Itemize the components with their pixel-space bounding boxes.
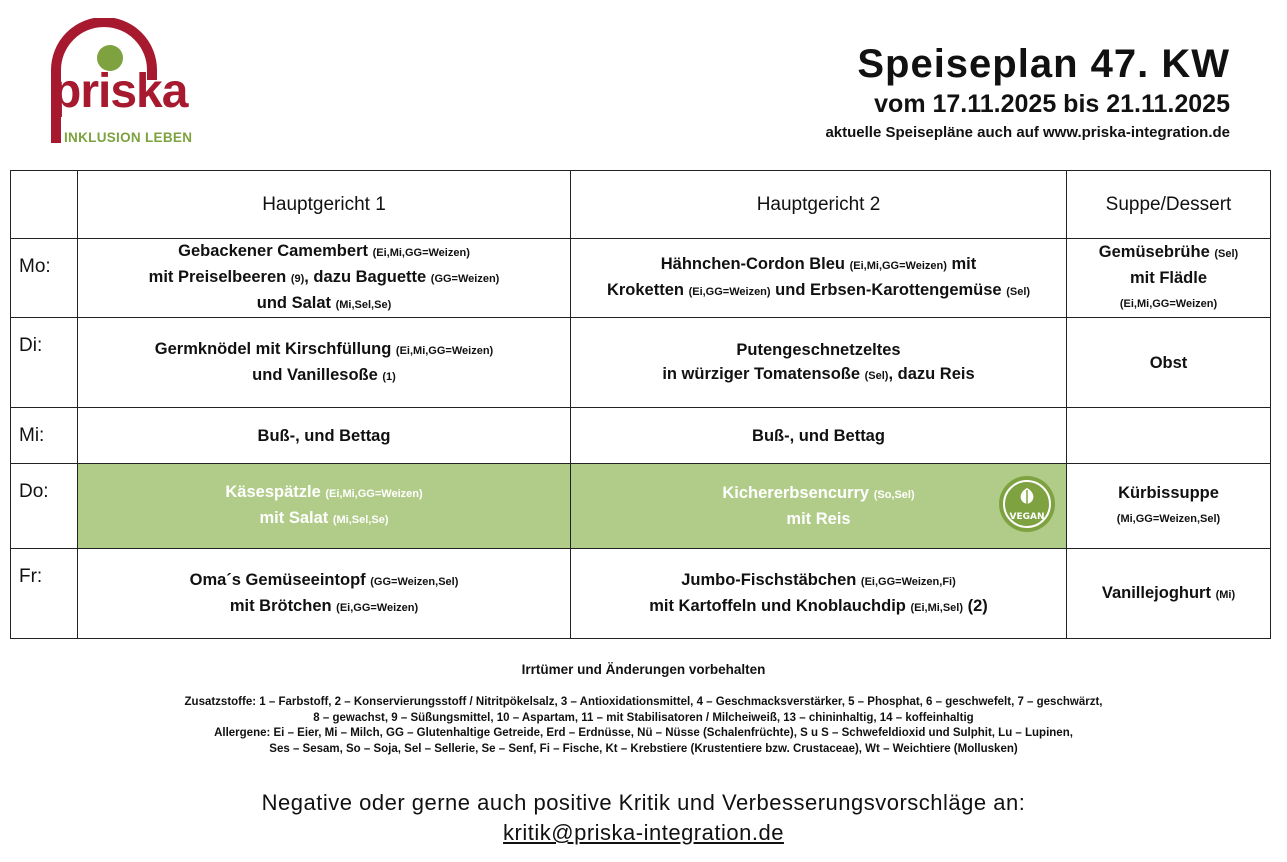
allergen-tag: (Sel) (1006, 286, 1031, 298)
feedback-email-link[interactable]: kritik@priska-integration.de (503, 820, 784, 845)
dish-text: mit Reis (786, 510, 851, 528)
allergen-tag: (So,Sel) (873, 489, 915, 501)
row-mo (11, 239, 1271, 318)
dish-text: mit Preiselbeeren (148, 268, 291, 286)
allergen-tag: (9) (290, 273, 305, 285)
menu-line (82, 480, 566, 506)
allergen-tag: (Ei,Mi,Sel) (910, 601, 964, 614)
allergen-tag: (GG=Weizen,Sel) (370, 575, 459, 588)
allergen-tag: (Mi) (1215, 588, 1236, 601)
allergen-tag: (Sel) (864, 369, 889, 382)
menu-line (575, 278, 1062, 304)
vegan-badge-label: VEGAN (1009, 512, 1045, 522)
dish-text: in würziger Tomatensoße (662, 364, 865, 383)
dish-text: Kroketten (606, 281, 689, 299)
allergen-tag: (Ei,Mi,GG=Weizen) (1119, 298, 1218, 310)
dish-text: Putengeschnetzeltes (736, 340, 901, 359)
feedback-block (0, 788, 1287, 848)
dish-text: mit Salat (259, 509, 333, 527)
page-title: Speiseplan 47. KW (857, 42, 1230, 86)
menu-line (575, 507, 1062, 531)
day-label: Mi: (11, 408, 78, 464)
header-empty (11, 171, 78, 239)
day-label: Do: (11, 464, 78, 549)
additives-line-2: 8 – gewachst, 9 – Süßungsmittel, 10 – Aspartam, 11 – mit Stabilisatoren / Milcheiweiß, 13 – chininhaltig, 14 – koffeinhaltig (313, 711, 974, 724)
allergens-line-2: Ses – Sesam, So – Soja, Sel – Sellerie, Se – Senf, Fi – Fische, Kt – Krebstiere (Krustentiere bzw. Crustaceae), Wt – Weichtiere (Mollusken) (269, 742, 1018, 755)
allergen-tag: (Ei,GG=Weizen,Fi) (860, 575, 956, 588)
cell-h2 (571, 239, 1067, 318)
dish-text: , dazu Reis (888, 364, 975, 383)
cell-h1 (78, 464, 571, 549)
dish-text: mit Kartoffeln und Knoblauchdip (649, 596, 911, 615)
column-header-soup: Suppe/Dessert (1067, 171, 1271, 239)
menu-line (575, 362, 1062, 388)
feedback-text: Negative oder gerne auch positive Kritik und Verbesserungsvorschläge an: (261, 790, 1026, 815)
dish-text: Buß-, und Bettag (257, 426, 391, 445)
cell-h1 (78, 239, 571, 318)
cell-h1 (78, 408, 571, 464)
dish-text: , dazu Baguette (304, 268, 431, 286)
page-header (825, 40, 1230, 144)
column-header-h1: Hauptgericht 1 (78, 171, 571, 239)
cell-h2 (571, 408, 1067, 464)
menu-line (1071, 505, 1266, 531)
disclaimer: Irrtümer und Änderungen vorbehalten (521, 662, 766, 677)
menu-line (82, 594, 566, 620)
menu-line (82, 424, 566, 448)
allergen-tag: (Ei,Mi,GG=Weizen) (325, 488, 423, 500)
cell-soup (1067, 549, 1271, 639)
dish-text: Vanillejoghurt (1101, 583, 1216, 602)
dish-text: und Salat (256, 294, 336, 312)
menu-line (1071, 351, 1266, 375)
allergen-tag: (Ei,Mi,GG=Weizen) (849, 260, 947, 272)
row-do (11, 464, 1271, 549)
column-header-h2: Hauptgericht 2 (571, 171, 1067, 239)
cell-h2 (571, 464, 1067, 549)
menu-line (82, 337, 566, 363)
vegan-badge-icon (998, 475, 1056, 533)
row-mi (11, 408, 1271, 464)
menu-line (575, 594, 1062, 620)
dish-text: Germknödel mit Kirschfüllung (154, 339, 396, 358)
web-note: aktuelle Speisepläne auch auf www.priska-integration.de (825, 124, 1230, 141)
allergen-tag: (Ei,GG=Weizen) (688, 286, 771, 298)
cell-soup (1067, 318, 1271, 408)
menu-line (82, 568, 566, 594)
dish-text: Hähnchen-Cordon Bleu (660, 255, 850, 273)
dish-text: mit (946, 255, 977, 273)
menu-line (575, 252, 1062, 278)
allergen-tag: (Mi,GG=Weizen,Sel) (1116, 513, 1221, 525)
menu-line (82, 265, 566, 291)
dish-text: und Vanillesoße (252, 365, 383, 384)
legend-block (0, 695, 1287, 757)
menu-line (82, 239, 566, 265)
menu-line (575, 424, 1062, 448)
menu-line (1071, 581, 1266, 607)
row-fr (11, 549, 1271, 639)
dish-text: mit Brötchen (229, 596, 337, 615)
cell-soup (1067, 239, 1271, 318)
allergens-line-1: Allergene: Ei – Eier, Mi – Milch, GG – Glutenhaltige Getreide, Erd – Erdnüsse, Nü – Nüsse (Schalenfrüchte), S u S – Schwefeldioxid und Sulphit, Lu – Lupinen, (214, 727, 1073, 739)
allergen-tag: (GG=Weizen) (430, 273, 500, 285)
table-header-row (11, 171, 1271, 239)
dish-text: Oma´s Gemüseeintopf (189, 570, 371, 589)
cell-h1 (78, 549, 571, 639)
menu-line (1071, 290, 1266, 316)
cell-h2-text (575, 481, 1062, 531)
dish-text: (2) (963, 596, 988, 615)
menu-line (1071, 481, 1266, 505)
allergen-tag: (Mi,Sel,Se) (335, 299, 392, 311)
logo-wordmark: priska (52, 65, 188, 118)
menu-line (575, 338, 1062, 362)
dish-text: Gebackener Camembert (178, 242, 373, 260)
menu-line (575, 568, 1062, 594)
dish-text: Kürbissuppe (1118, 484, 1219, 502)
logo-tagline: INKLUSION LEBEN (64, 130, 193, 145)
dish-text: Käsespätzle (225, 483, 326, 501)
cell-h2 (571, 549, 1067, 639)
allergen-tag: (Sel) (1214, 248, 1239, 260)
menu-line (1071, 240, 1266, 266)
priska-logo (50, 18, 210, 148)
allergen-tag: (Ei,GG=Weizen) (336, 601, 419, 614)
cell-h1 (78, 318, 571, 408)
dish-text: Kichererbsencurry (722, 484, 874, 502)
menu-line (1071, 266, 1266, 290)
cell-soup (1067, 464, 1271, 549)
date-range: vom 17.11.2025 bis 21.11.2025 (874, 90, 1230, 118)
allergen-tag: (1) (382, 370, 396, 383)
day-label: Di: (11, 318, 78, 408)
menu-line (82, 363, 566, 389)
dish-text: Obst (1149, 353, 1188, 372)
day-label: Mo: (11, 239, 78, 318)
additives-line-1: Zusatzstoffe: 1 – Farbstoff, 2 – Konservierungsstoff / Nitritpökelsalz, 3 – Antioxidationsmittel, 4 – Geschmacksverstärker, 5 – Phosphat, 6 – geschwefelt, 7 – geschwärzt, (184, 696, 1103, 708)
menu-line (82, 291, 566, 317)
allergen-tag: (Ei,Mi,GG=Weizen) (395, 344, 494, 357)
dish-text: mit Flädle (1129, 269, 1207, 287)
dish-text: und Erbsen-Karottengemüse (770, 281, 1007, 299)
menu-line (82, 506, 566, 532)
dish-text: Buß-, und Bettag (752, 426, 885, 445)
cell-soup (1067, 408, 1271, 464)
allergen-tag: (Mi,Sel,Se) (332, 514, 389, 526)
day-label: Fr: (11, 549, 78, 639)
row-di (11, 318, 1271, 408)
dish-text: Gemüsebrühe (1098, 243, 1215, 261)
menu-table (10, 170, 1271, 639)
cell-h2 (571, 318, 1067, 408)
menu-line (575, 481, 1062, 507)
dish-text: Jumbo-Fischstäbchen (681, 570, 861, 589)
allergen-tag: (Ei,Mi,GG=Weizen) (372, 247, 470, 259)
